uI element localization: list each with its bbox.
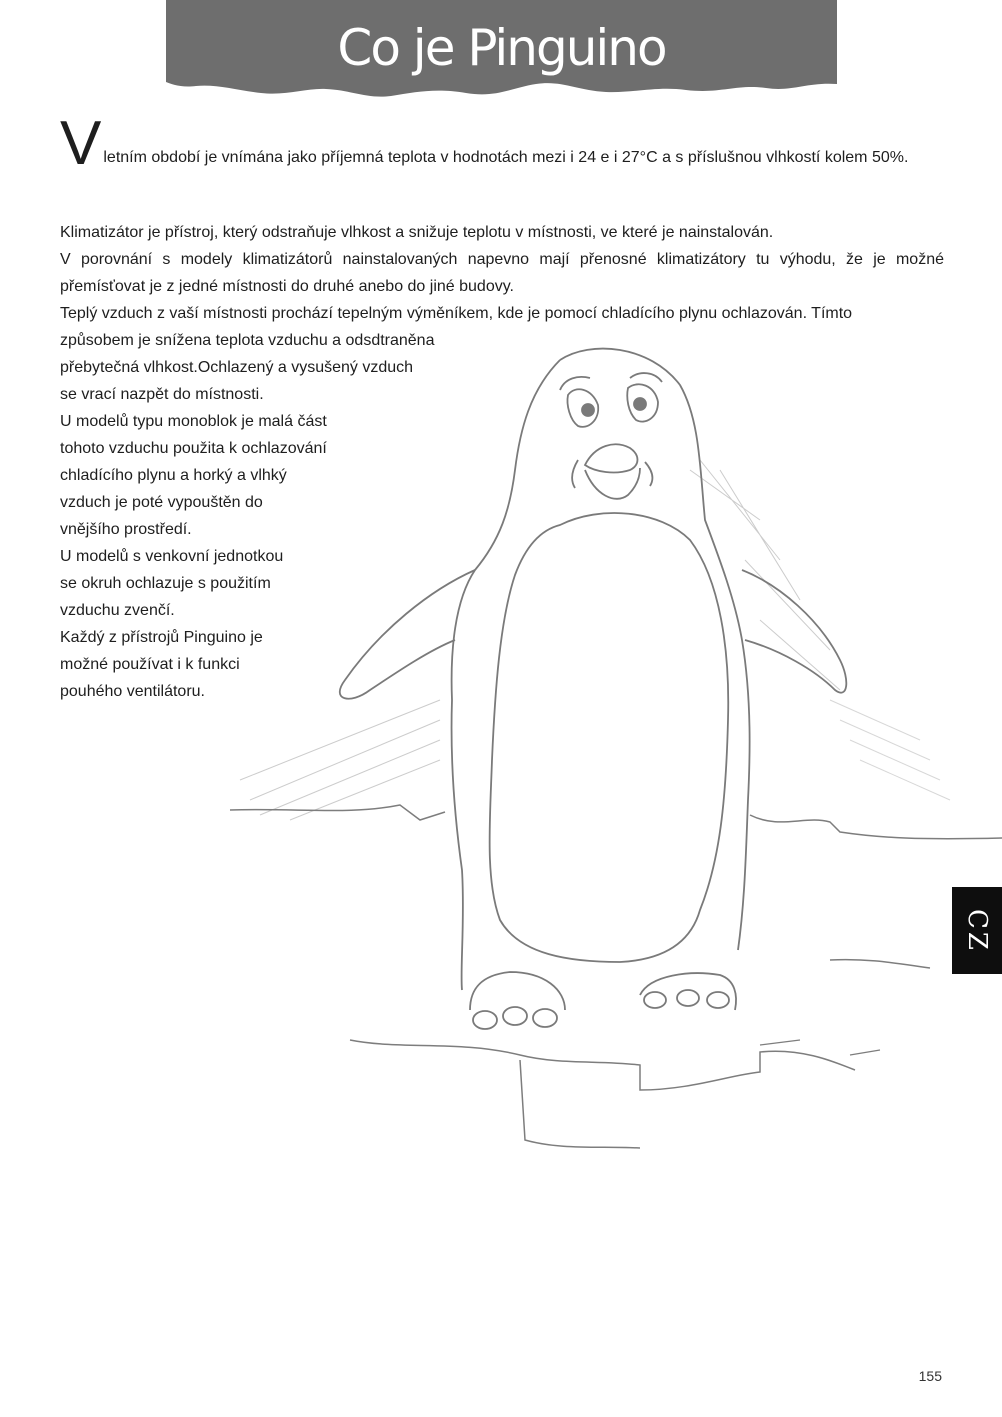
text-line: přebytečná vlhkost.Ochlazený a vysušený vzduch	[60, 359, 414, 376]
page-number: 155	[918, 1368, 942, 1384]
language-code: CZ	[962, 908, 992, 953]
page-title: Co je Pinguino	[337, 19, 666, 77]
text-line: U modelů typu monoblok je malá část	[60, 413, 327, 430]
intro-paragraph	[60, 109, 944, 178]
text-line: tohoto vzduchu použita k ochlazování	[60, 440, 327, 457]
paragraph-operation: Teplý vzduch z vaší místnosti prochází tepelným výměníkem, kde je pomocí chladícího plynu ochlazován. Tímto	[60, 305, 853, 322]
paragraph-definition: Klimatizátor je přístroj, který odstraňuje vlhkost a snižuje teplotu v místnosti, ve které je nainstalován.	[60, 224, 774, 241]
intro-text: letním období je vnímána jako příjemná teplota v hodnotách mezi i 24 e i 27°C a s příslušnou vlhkostí kolem 50%.	[103, 149, 909, 166]
text-line: se okruh ochlazuje s použitím	[60, 575, 271, 592]
text-line: Každý z přístrojů Pinguino je	[60, 629, 263, 646]
language-tab	[952, 887, 1002, 974]
text-line: možné používat i k funkci	[60, 656, 240, 673]
text-line: se vrací nazpět do místnosti.	[60, 386, 264, 403]
text-line: vzduchu zvenčí.	[60, 602, 175, 619]
text-line: vzduch je poté vypouštěn do	[60, 494, 263, 511]
text-line: vnějšího prostředí.	[60, 521, 192, 538]
text-line: U modelů s venkovní jednotkou	[60, 548, 284, 565]
text-line: chladícího plynu a horký a vlhký	[60, 467, 287, 484]
paragraph-comparison: V porovnání s modely klimatizátorů nainstalovaných napevno mají přenosné klimatizátory tu výhodu, že je možné přemísťovat je z jedné místnosti do druhé anebo do jiné budovy.	[60, 251, 944, 295]
text-line: způsobem je snížena teplota vzduchu a odsdtraněna	[60, 332, 435, 349]
text-line: pouhého ventilátoru.	[60, 683, 205, 700]
drop-cap: V	[60, 109, 102, 178]
